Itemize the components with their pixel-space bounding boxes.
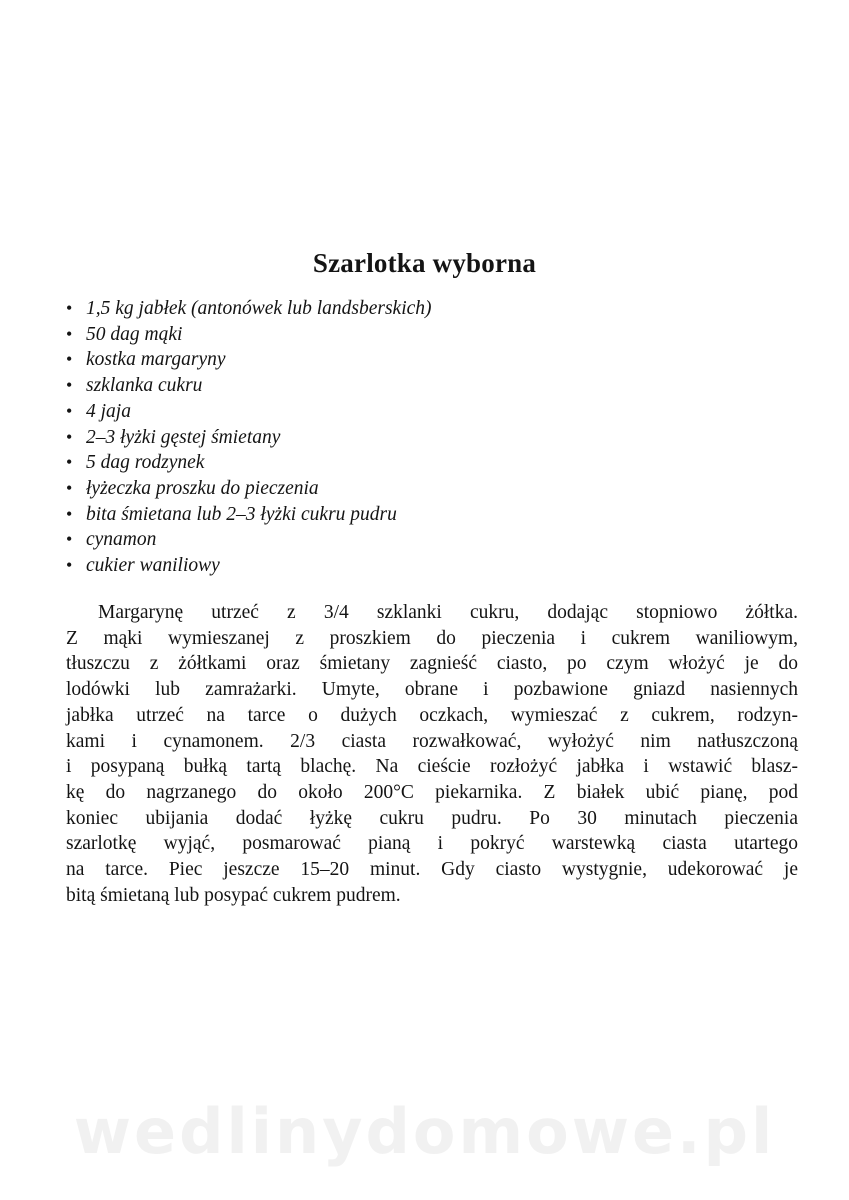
ingredient-item: • cukier waniliowy	[66, 553, 432, 579]
method-line: na tarce. Piec jeszcze 15–20 minut. Gdy ciasto wystygnie, udekorować je	[66, 859, 798, 881]
method-line: kę do nagrzanego do około 200°C piekarnika. Z białek ubić pianę, pod	[66, 781, 798, 803]
method-line: bitą śmietaną lub posypać cukrem pudrem.	[66, 884, 401, 906]
bullet-icon: •	[66, 503, 73, 524]
ingredient-item: • cynamon	[66, 527, 432, 553]
method-line: koniec ubijania dodać łyżkę cukru pudru. Po 30 minutach pieczenia	[66, 807, 798, 829]
method-line: Margarynę utrzeć z 3/4 szklanki cukru, dodając stopniowo żółtka.	[98, 602, 798, 623]
bullet-icon: •	[66, 349, 73, 370]
method-line: jabłka utrzeć na tarce o dużych oczkach, wymieszać z cukrem, rodzyn-	[66, 704, 798, 726]
method-line: szarlotkę wyjąć, posmarować pianą i pokryć warstewką ciasta utartego	[66, 833, 798, 855]
ingredient-list	[66, 296, 432, 579]
bullet-icon: •	[66, 555, 73, 576]
bullet-icon: •	[66, 452, 73, 473]
ingredient-item: • 5 dag rodzynek	[66, 450, 432, 476]
method-line: kami i cynamonem. 2/3 ciasta rozwałkować, wyłożyć nim natłuszczoną	[66, 730, 798, 752]
ingredient-item: • 2–3 łyżki gęstej śmietany	[66, 425, 432, 451]
bullet-icon: •	[66, 529, 73, 550]
ingredient-item: • szklanka cukru	[66, 373, 432, 399]
method-line: tłuszczu z żółtkami oraz śmietany zagnieść ciasto, po czym włożyć je do	[66, 653, 798, 675]
ingredient-item: • 50 dag mąki	[66, 322, 432, 348]
watermark: wedlinydomowe.pl	[73, 1095, 776, 1168]
method-line: lodówki lub zamrażarki. Umyte, obrane i pozbawione gniazd nasiennych	[66, 679, 798, 701]
ingredient-item: • 1,5 kg jabłek (antonówek lub landsberskich)	[66, 296, 432, 322]
bullet-icon: •	[66, 400, 73, 421]
bullet-icon: •	[66, 375, 73, 396]
ingredient-item: • kostka margaryny	[66, 347, 432, 373]
bullet-icon: •	[66, 426, 73, 447]
ingredient-item: • 4 jaja	[66, 399, 432, 425]
ingredient-item: • bita śmietana lub 2–3 łyżki cukru pudru	[66, 502, 432, 528]
method-paragraph	[66, 600, 798, 908]
method-line: i posypaną bułką tartą blachę. Na cieście rozłożyć jabłka i wstawić blasz-	[66, 756, 798, 778]
ingredient-item: • łyżeczka proszku do pieczenia	[66, 476, 432, 502]
bullet-icon: •	[66, 477, 73, 498]
bullet-icon: •	[66, 323, 73, 344]
recipe-title: Szarlotka wyborna	[312, 248, 537, 278]
bullet-icon: •	[66, 298, 73, 318]
method-line: Z mąki wymieszanej z proszkiem do pieczenia i cukrem waniliowym,	[66, 627, 798, 649]
